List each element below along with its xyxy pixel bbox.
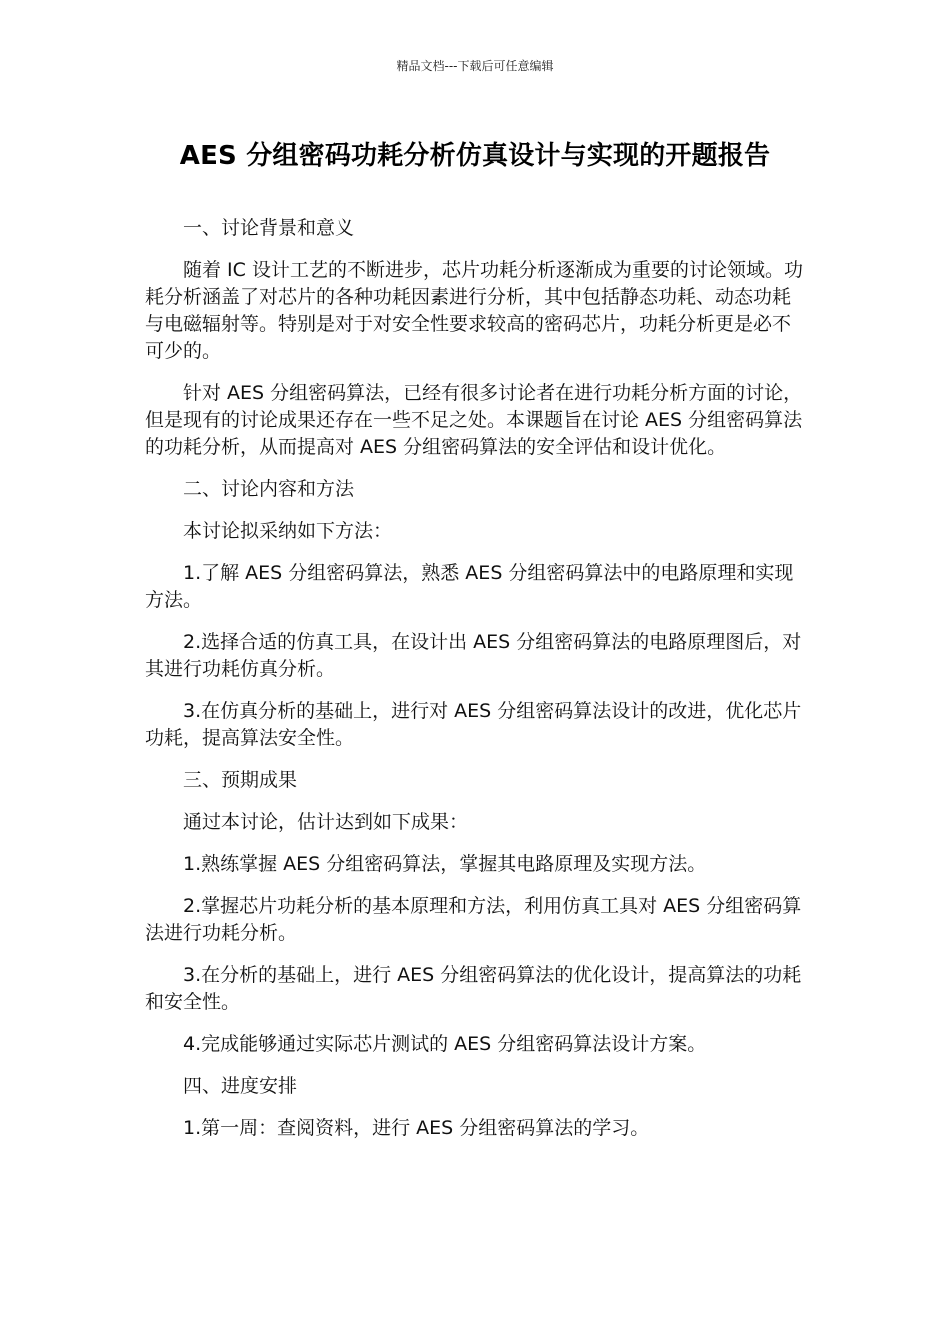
document-title: AES 分组密码功耗分析仿真设计与实现的开题报告	[179, 141, 771, 171]
list-item-result-1: 1.熟练掌握 AES 分组密码算法，掌握其电路原理及实现方法。	[183, 853, 707, 875]
section-heading-background: 一、讨论背景和意义	[183, 217, 355, 239]
section-heading-schedule: 四、进度安排	[183, 1075, 298, 1097]
list-item-method-2: 2.选择合适的仿真工具，在设计出 AES 分组密码算法的电路原理图后，对其进行功耗仿真分析。	[145, 631, 802, 680]
paragraph-background-1: 随着 IC 设计工艺的不断进步，芯片功耗分析逐渐成为重要的讨论领域。功耗分析涵盖了对芯片的各种功耗因素进行分析，其中包括静态功耗、动态功耗与电磁辐射等。特别是对于对安全性要求较高的密码芯片，功耗分析更是必不可少的。	[145, 259, 803, 362]
list-item-method-1: 1.了解 AES 分组密码算法，熟悉 AES 分组密码算法中的电路原理和实现方法。	[145, 562, 794, 611]
list-item-result-2: 2.掌握芯片功耗分析的基本原理和方法，利用仿真工具对 AES 分组密码算法进行功耗分析。	[145, 895, 802, 944]
list-item-method-3: 3.在仿真分析的基础上，进行对 AES 分组密码算法设计的改进，优化芯片功耗，提高算法安全性。	[145, 700, 802, 749]
list-item-result-3: 3.在分析的基础上，进行 AES 分组密码算法的优化设计，提高算法的功耗和安全性。	[145, 964, 802, 1013]
list-item-schedule-1: 1.第一周：查阅资料，进行 AES 分组密码算法的学习。	[183, 1117, 650, 1139]
paragraph-results-intro: 通过本讨论，估计达到如下成果：	[183, 811, 469, 833]
header-note: 精品文档---下载后可任意编辑	[396, 59, 554, 73]
section-heading-methods: 二、讨论内容和方法	[183, 478, 355, 500]
list-item-result-4: 4.完成能够通过实际芯片测试的 AES 分组密码算法设计方案。	[183, 1033, 707, 1055]
paragraph-methods-intro: 本讨论拟采纳如下方法：	[183, 520, 393, 542]
section-heading-results: 三、预期成果	[183, 769, 298, 791]
document-body	[145, 215, 805, 1157]
paragraph-background-2: 针对 AES 分组密码算法，已经有很多讨论者在进行功耗分析方面的讨论，但是现有的讨论成果还存在一些不足之处。本课题旨在讨论 AES 分组密码算法的功耗分析，从而提高对 AES 分组密码算法的安全评估和设计优化。	[145, 382, 803, 458]
